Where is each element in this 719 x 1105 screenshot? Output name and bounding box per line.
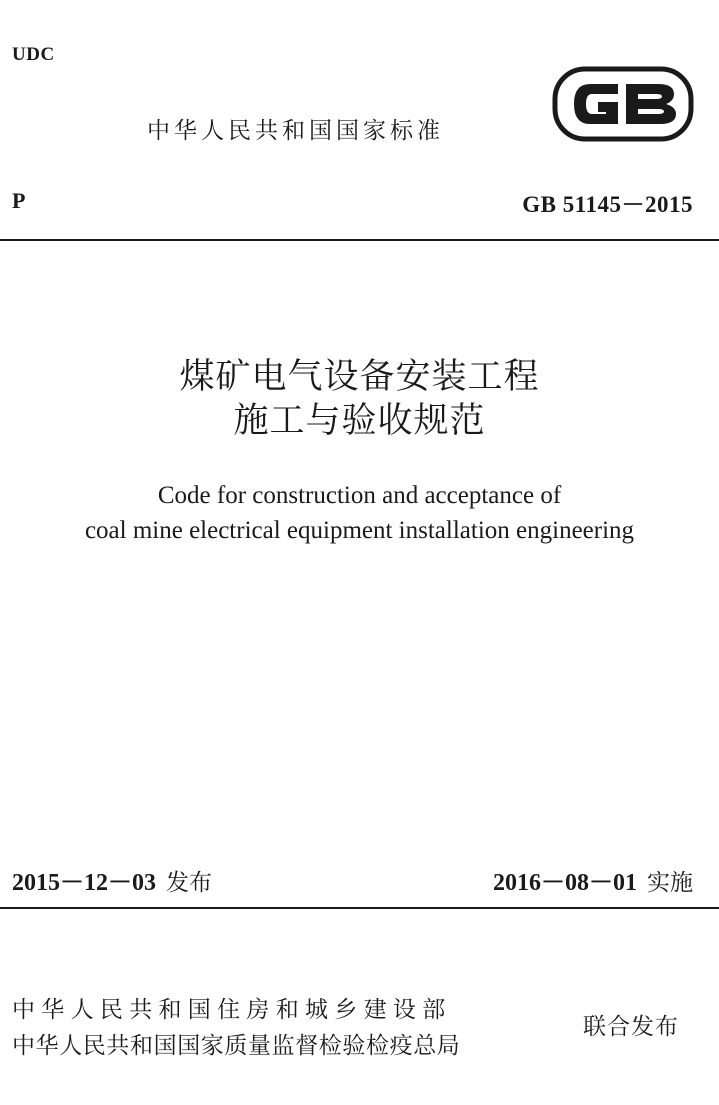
issue-label: 发布	[166, 870, 212, 896]
chinese-title-line-1: 煤矿电气设备安装工程	[179, 357, 540, 397]
effective-date: 2016－08－01	[493, 870, 637, 896]
issuing-authorities	[12, 992, 460, 1064]
effective-date-line	[493, 862, 693, 897]
category-code: P	[12, 188, 26, 213]
standard-number: GB 51145－2015	[522, 192, 693, 217]
authority-construction-ministry: 中华人民共和国住房和城乡建设部	[12, 997, 452, 1023]
authority-quality-supervision: 中华人民共和国国家质量监督检验检疫总局	[12, 1033, 461, 1059]
issue-date-line	[12, 862, 212, 897]
top-divider	[0, 239, 719, 241]
chinese-title	[0, 355, 719, 443]
chinese-title-line-2: 施工与验收规范	[233, 401, 486, 441]
issue-date: 2015－12－03	[12, 870, 156, 896]
english-title-line-2: coal mine electrical equipment installation engineering	[84, 517, 635, 544]
national-standard-heading: 中华人民共和国国家标准	[147, 118, 444, 144]
joint-issue-label: 联合发布	[583, 1014, 679, 1040]
gb-logo	[552, 66, 694, 142]
effective-label: 实施	[647, 870, 693, 896]
english-title-line-1: Code for construction and acceptance of	[157, 482, 562, 509]
english-title	[0, 478, 719, 548]
udc-label: UDC	[12, 44, 55, 65]
bottom-divider	[0, 907, 719, 909]
